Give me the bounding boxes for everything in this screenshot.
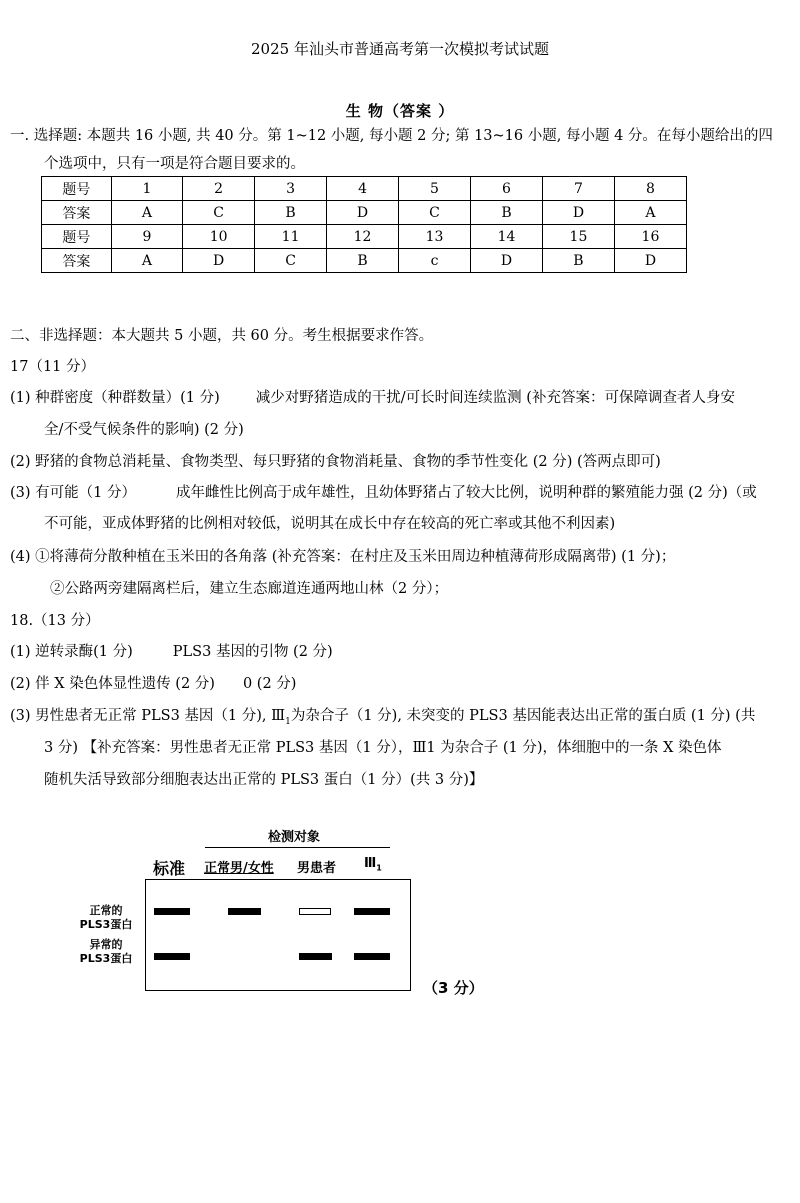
answer-table-cell: 14 xyxy=(471,225,543,249)
page-title: 2025 年汕头市普通高考第一次模拟考试试题 xyxy=(251,40,549,58)
band-iii1-normal xyxy=(354,908,390,915)
figure-group-label: 检测对象 xyxy=(268,830,321,845)
answer-table-cell: 2 xyxy=(183,177,255,201)
answer-table-cell: A xyxy=(111,249,182,273)
answer-table-row xyxy=(42,225,687,249)
answer-table-cell: 4 xyxy=(327,177,399,201)
answer-table-cell: D xyxy=(327,201,399,225)
answer-table-cell: 8 xyxy=(614,177,686,201)
q18-part3-a-post: 为杂合子（1 分), 未突变的 PLS3 基因能表达出正常的蛋白质 (1 分) (共 xyxy=(290,708,756,724)
answer-table-row xyxy=(42,177,687,201)
col-label-iii1-sub: 1 xyxy=(376,863,382,873)
q18-part3-line3: 随机失活导致部分细胞表达出正常的 PLS3 蛋白（1 分）(共 3 分)】 xyxy=(44,772,484,788)
answer-table-cell: C xyxy=(399,201,471,225)
band-iii1-abnormal xyxy=(354,953,390,960)
q18-heading: 18.（13 分） xyxy=(10,613,100,629)
answer-table-cell: 7 xyxy=(542,177,614,201)
answer-table xyxy=(41,176,687,273)
answer-table-cell: 9 xyxy=(111,225,182,249)
q17-part4-line2: ②公路两旁建隔离栏后，建立生态廊道连通两地山林（2 分）； xyxy=(50,581,449,597)
answer-table-row-header: 答案 xyxy=(42,201,112,225)
q18-part1-a: (1) 逆转录酶(1 分) xyxy=(10,644,133,660)
q17-part1-line1 xyxy=(10,387,735,409)
answer-table-cell: 5 xyxy=(399,177,471,201)
answer-table-cell: D xyxy=(183,249,255,273)
answer-table-cell: B xyxy=(542,249,614,273)
answer-table-cell: 3 xyxy=(255,177,327,201)
figure-group-bracket xyxy=(205,847,390,848)
answer-table-cell: B xyxy=(255,201,327,225)
col-label-iii1-main: Ⅲ xyxy=(364,856,377,871)
answer-table-cell: 15 xyxy=(542,225,614,249)
answer-table-cell: A xyxy=(614,201,686,225)
q18-part3-line1 xyxy=(10,705,755,733)
q17-part3-a: (3) 有可能（1 分） xyxy=(10,485,136,501)
answer-table-cell: B xyxy=(471,201,543,225)
q18-part1 xyxy=(10,641,333,663)
answer-table-row xyxy=(42,249,687,273)
section1-instructions-line1: 一. 选择题: 本题共 16 小题, 共 40 分。第 1~12 小题, 每小题 2 分; 第 13~16 小题, 每小题 4 分。在每小题给出的四 xyxy=(10,128,773,144)
answer-table-cell: D xyxy=(614,249,686,273)
answer-table-row-header: 答案 xyxy=(42,249,112,273)
answer-table-row xyxy=(42,201,687,225)
q18-part2 xyxy=(10,673,296,695)
section2-intro: 二、非选择题：本大题共 5 小题，共 60 分。考生根据要求作答。 xyxy=(10,328,434,344)
q17-part1-line2: 全/不受气候条件的影响) (2 分) xyxy=(44,422,244,438)
q17-heading: 17（11 分） xyxy=(10,359,96,375)
answer-table-row-header: 题号 xyxy=(42,177,112,201)
section1-instructions-line2: 个选项中，只有一项是符合题目要求的。 xyxy=(44,156,305,172)
col-label-normal: 正常男/女性 xyxy=(204,861,274,876)
col-label-iii1 xyxy=(364,856,382,873)
answer-table-cell: 13 xyxy=(399,225,471,249)
q18-part3-a-pre: (3) 男性患者无正常 PLS3 基因（1 分), Ⅲ xyxy=(10,708,286,724)
q18-part2-b: 0 (2 分) xyxy=(242,676,297,692)
answer-table-cell: 1 xyxy=(111,177,182,201)
row-label-normal-protein: 正常的PLS3蛋白 xyxy=(79,904,133,931)
band-control-normal xyxy=(228,908,261,915)
q18-part3-line2: 3 分) 【补充答案：男性患者无正常 PLS3 基因（1 分），Ⅲ1 为杂合子 (1 分)，体细胞中的一条 X 染色体 xyxy=(44,740,722,756)
q18-part1-b: PLS3 基因的引物 (2 分) xyxy=(172,644,333,660)
q17-part2: (2) 野猪的食物总消耗量、食物类型、每只野猪的食物消耗量、食物的季节性变化 (2 分) (答两点即可) xyxy=(10,454,661,470)
page-subtitle: 生 物（答案 ） xyxy=(345,102,455,120)
figure-score: （3 分） xyxy=(423,979,484,997)
q17-part1-a: (1) 种群密度（种群数量）(1 分) xyxy=(10,390,220,406)
q18-part3-a-sub: 1 xyxy=(285,716,291,727)
band-patient-abnormal xyxy=(299,953,332,960)
answer-table-cell: D xyxy=(542,201,614,225)
row-label-abnormal-protein: 异常的PLS3蛋白 xyxy=(79,938,133,965)
answer-table-cell: 6 xyxy=(471,177,543,201)
band-patient-normal-faint xyxy=(299,908,331,915)
band-standard-normal xyxy=(154,908,190,915)
answer-table-cell: C xyxy=(183,201,255,225)
answer-table-cell: 10 xyxy=(183,225,255,249)
q17-part3-line1 xyxy=(10,482,757,504)
q17-part1-b: 减少对野猪造成的干扰/可长时间连续监测 (补充答案：可保障调查者人身安 xyxy=(255,390,735,406)
answer-table-cell: B xyxy=(327,249,399,273)
answer-table-cell: C xyxy=(255,249,327,273)
band-standard-abnormal xyxy=(154,953,190,960)
answer-table-row-header: 题号 xyxy=(42,225,112,249)
q17-part4-line1: (4) ①将薄荷分散种植在玉米田的各角落 (补充答案：在村庄及玉米田周边种植薄荷形成隔离带) (1 分)； xyxy=(10,549,676,565)
answer-table-cell: c xyxy=(399,249,471,273)
answer-table-cell: D xyxy=(471,249,543,273)
q18-part2-a: (2) 伴 X 染色体显性遗传 (2 分) xyxy=(10,676,215,692)
col-label-patient: 男患者 xyxy=(297,861,337,876)
col-label-standard: 标准 xyxy=(153,859,186,878)
gel-frame xyxy=(145,879,411,991)
answer-table-cell: 11 xyxy=(255,225,327,249)
q17-part3-b: 成年雌性比例高于成年雄性，且幼体野猪占了较大比例，说明种群的繁殖能力强 (2 分)（或 xyxy=(175,485,757,501)
answer-table-cell: 16 xyxy=(614,225,686,249)
answer-table-cell: A xyxy=(111,201,182,225)
q17-part3-line2: 不可能，亚成体野猪的比例相对较低，说明其在成长中存在较高的死亡率或其他不利因素) xyxy=(44,516,616,532)
answer-table-cell: 12 xyxy=(327,225,399,249)
